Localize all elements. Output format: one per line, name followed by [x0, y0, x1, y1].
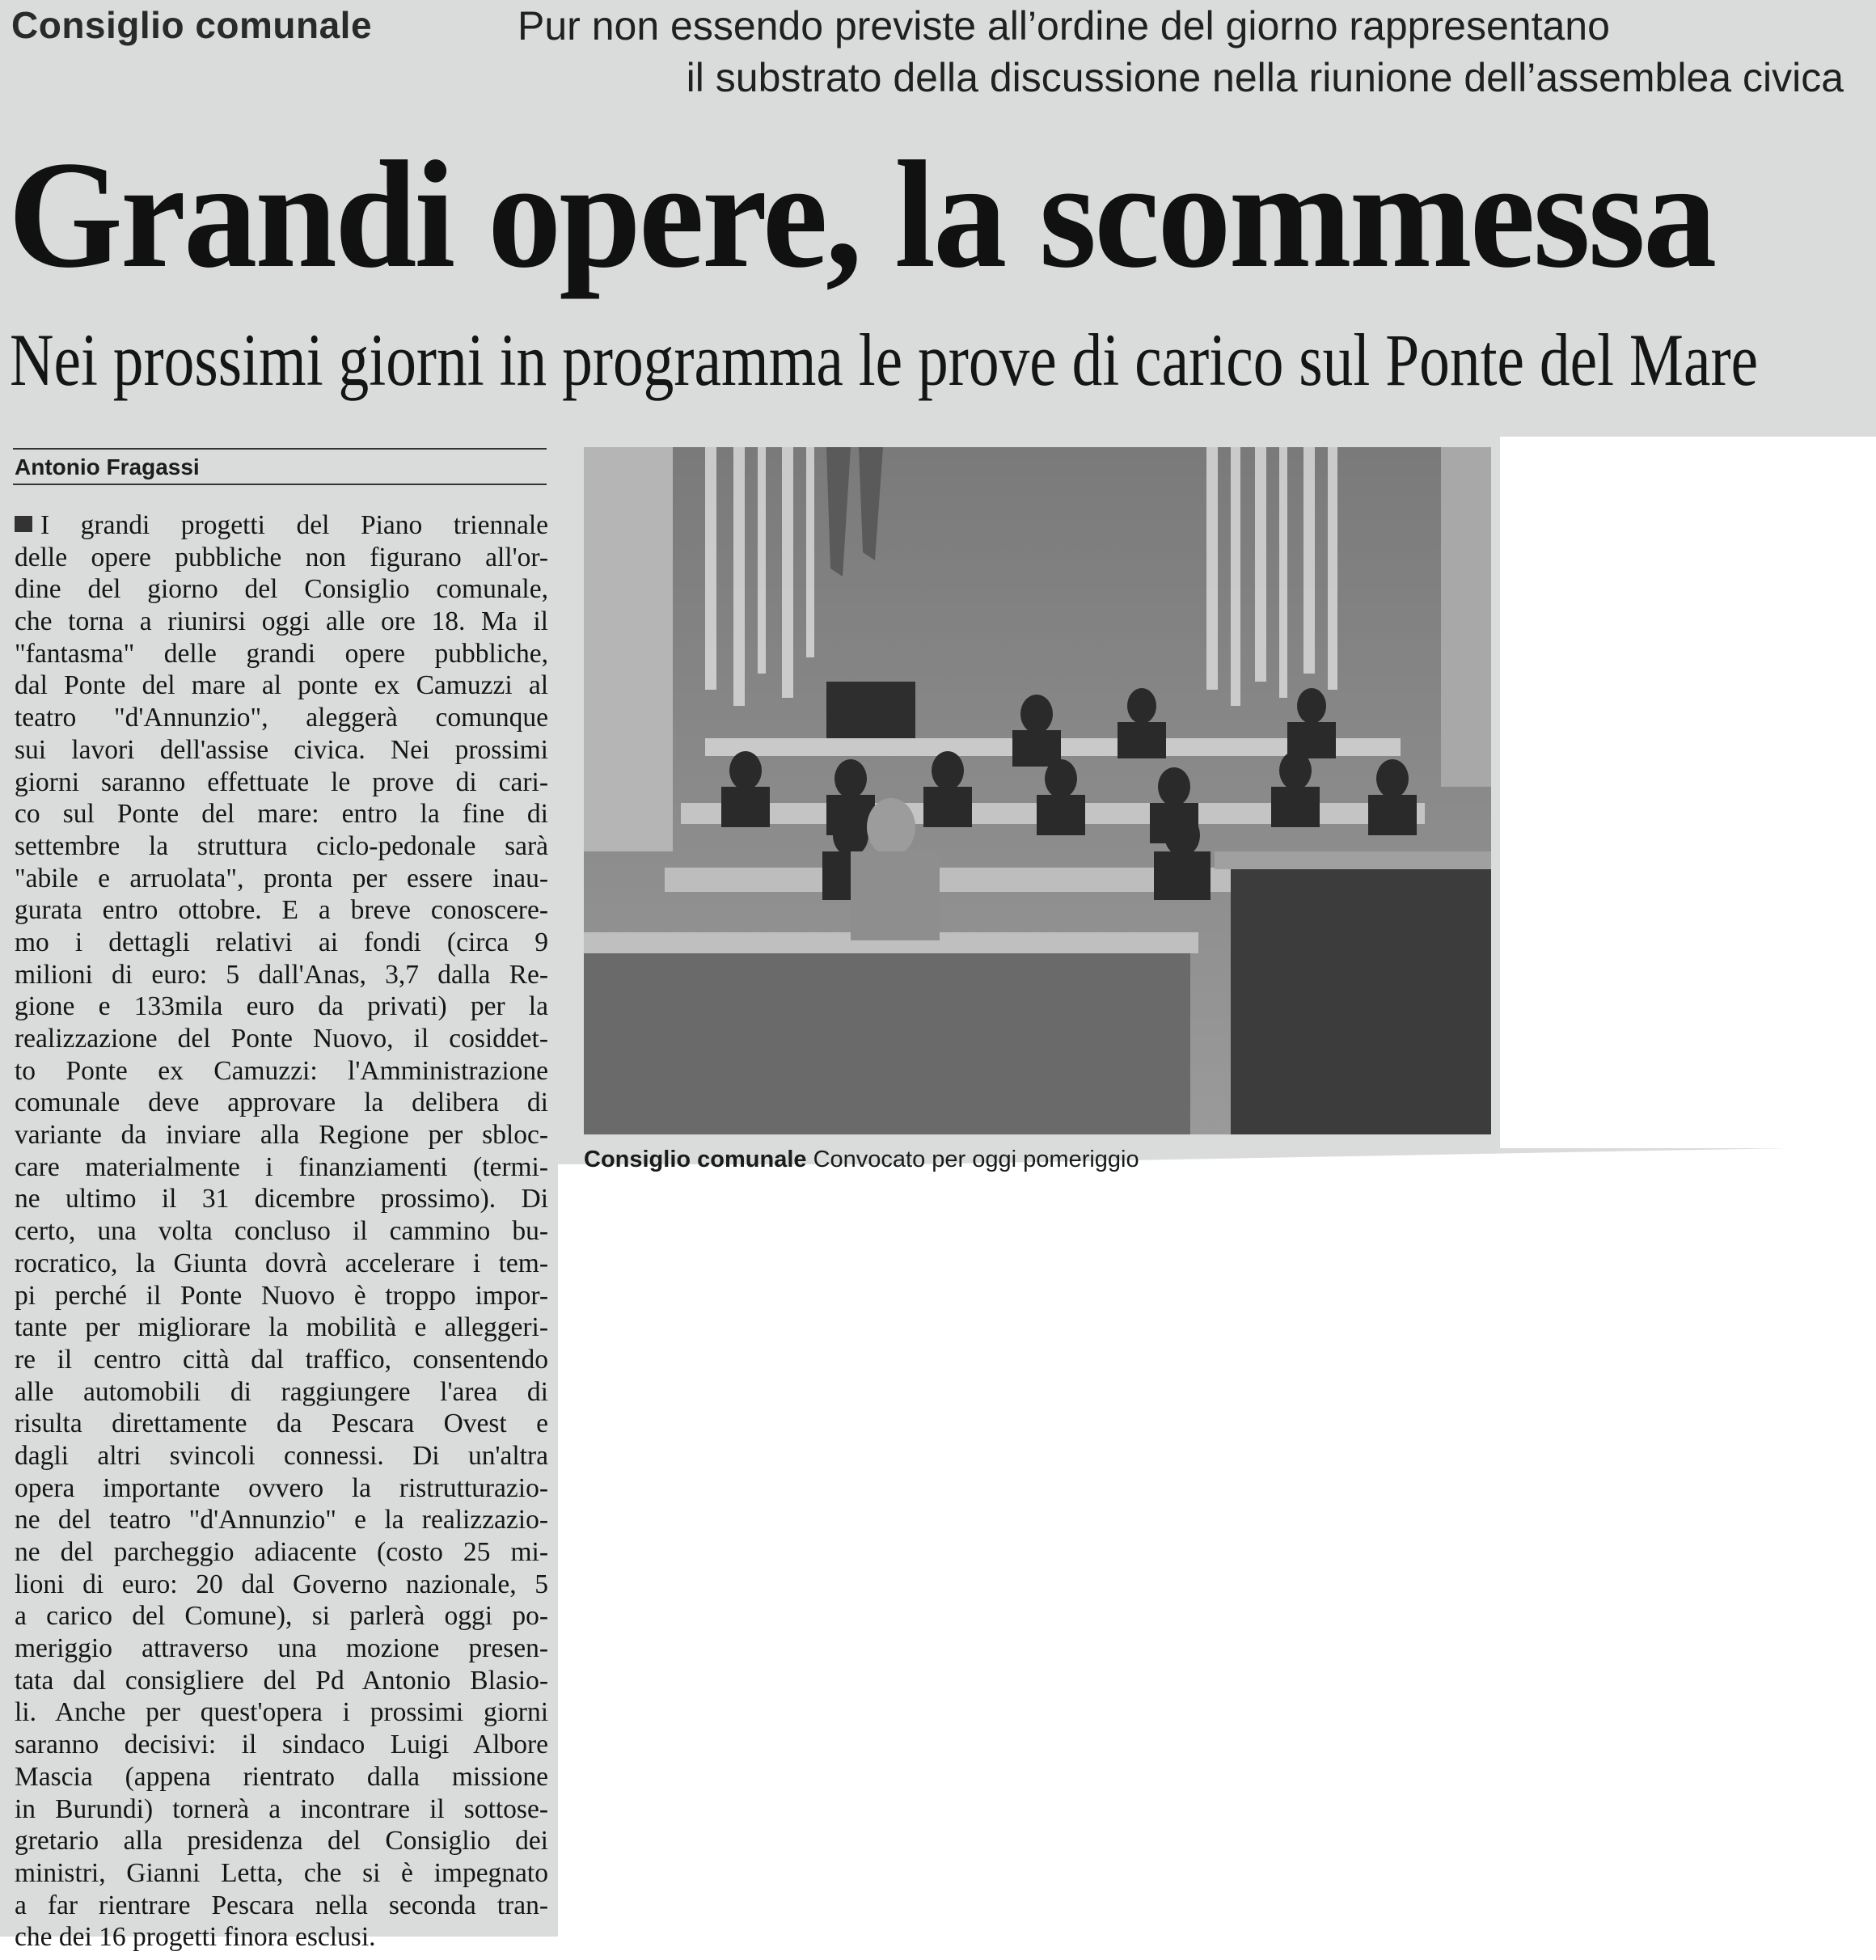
body-line: tata dal consigliere del Pd Antonio Blasio-	[15, 1665, 548, 1696]
section-kicker: Consiglio comunale	[11, 4, 373, 46]
body-line: che torna a riunirsi oggi alle ore 18. Ma il	[15, 606, 548, 637]
body-line-text: I grandi progetti del Piano triennale	[40, 510, 548, 540]
body-line: certo, una volta concluso il cammino bu-	[15, 1216, 548, 1247]
article-body	[15, 509, 548, 1954]
body-line: delle opere pubbliche non figurano all'or-	[15, 542, 548, 572]
lead-square-icon	[15, 516, 32, 532]
body-line: care materialmente i finanziamenti (termi-	[15, 1151, 548, 1182]
body-line: pi perché il Ponte Nuovo è troppo impor-	[15, 1280, 548, 1311]
council-chamber-image	[584, 447, 1491, 1134]
body-line: a far rientrare Pescara nella seconda tran-	[15, 1890, 548, 1920]
byline-rule-bottom	[13, 484, 547, 485]
photo-caption	[584, 1147, 1139, 1173]
body-line: Mascia (appena rientrato dalla missione	[15, 1761, 548, 1792]
body-line: "fantasma" delle grandi opere pubbliche,	[15, 638, 548, 669]
body-line: saranno decisivi: il sindaco Luigi Albore	[15, 1730, 548, 1760]
body-line: dal Ponte del mare al ponte ex Camuzzi al	[15, 670, 548, 701]
byline-rule-top	[13, 448, 547, 450]
body-line: in Burundi) tornerà a incontrare il sottose-	[15, 1793, 548, 1824]
body-line: tante per migliorare la mobilità e alleggeri-	[15, 1312, 548, 1343]
body-line: settembre la struttura ciclo-pedonale sarà	[15, 830, 548, 861]
body-line: co sul Ponte del mare: entro la fine di	[15, 799, 548, 830]
body-line: to Ponte ex Camuzzi: l'Amministrazione	[15, 1055, 548, 1086]
photo-caption-text: Convocato per oggi pomeriggio	[813, 1147, 1139, 1172]
body-line: realizzazione del Ponte Nuovo, il cosiddet-	[15, 1024, 548, 1054]
body-line: che dei 16 progetti finora esclusi.	[15, 1922, 376, 1953]
byline: Antonio Fragassi	[15, 454, 200, 479]
body-line: dagli altri svincoli connessi. Di un'altra	[15, 1440, 548, 1471]
body-line: lioni di euro: 20 dal Governo nazionale, 5	[15, 1569, 548, 1599]
kicker-summary	[518, 0, 1844, 103]
body-line: gurata entro ottobre. E a breve conoscere-	[15, 895, 548, 926]
body-line: mo i dettagli relativi ai fondi (circa 9	[15, 927, 548, 957]
body-line: li. Anche per quest'opera i prossimi giorni	[15, 1697, 548, 1728]
body-line: alle automobili di raggiungere l'area di	[15, 1376, 548, 1407]
body-line: ne del parcheggio adiacente (costo 25 mi-	[15, 1537, 548, 1567]
body-line: re il centro città dal traffico, consentendo	[15, 1344, 548, 1375]
body-line: giorni saranno effettuate le prove di cari-	[15, 767, 548, 797]
body-line: "abile e arruolata", pronta per essere inau-	[15, 863, 548, 893]
body-line: dine del giorno del Consiglio comunale,	[15, 574, 548, 605]
body-line: comunale deve approvare la delibera di	[15, 1088, 548, 1118]
body-line: gretario alla presidenza del Consiglio dei	[15, 1826, 548, 1857]
body-line: milioni di euro: 5 dall'Anas, 3,7 dalla Re-	[15, 959, 548, 990]
body-line: meriggio attraverso una mozione presen-	[15, 1633, 548, 1664]
kicker-summary-line-2: il substrato della discussione nella riunione dell’assemblea civica	[686, 55, 1844, 100]
body-line: risulta direttamente da Pescara Ovest e	[15, 1409, 548, 1439]
body-line: ministri, Gianni Letta, che si è impegnato	[15, 1857, 548, 1888]
body-line: a carico del Comune), si parlerà oggi po-	[15, 1601, 548, 1632]
body-line: variante da inviare alla Regione per sbloc-	[15, 1120, 548, 1151]
body-line: ne del teatro "d'Annunzio" e la realizzazio-	[15, 1505, 548, 1535]
council-photo	[584, 447, 1491, 1134]
headline: Grandi opere, la scommessa	[8, 130, 1715, 300]
body-line	[15, 509, 548, 542]
body-line: ne ultimo il 31 dicembre prossimo). Di	[15, 1184, 548, 1214]
kicker-summary-line-1: Pur non essendo previste all’ordine del giorno rappresentano	[518, 3, 1610, 49]
body-line: sui lavori dell'assise civica. Nei prossimi	[15, 734, 548, 765]
body-line: rocratico, la Giunta dovrà accelerare i tem-	[15, 1248, 548, 1278]
body-line: gione e 133mila euro da privati) per la	[15, 991, 548, 1022]
body-line: opera importante ovvero la ristrutturazio-	[15, 1472, 548, 1503]
photo-caption-label: Consiglio comunale	[584, 1147, 807, 1172]
blank-area-bottom	[558, 1164, 1876, 1960]
blank-area-right	[1500, 437, 1876, 1148]
body-line: teatro "d'Annunzio", aleggerà comunque	[15, 703, 548, 733]
subheadline: Nei prossimi giorni in programma le prove di carico sul Ponte del Mare	[10, 319, 1759, 401]
